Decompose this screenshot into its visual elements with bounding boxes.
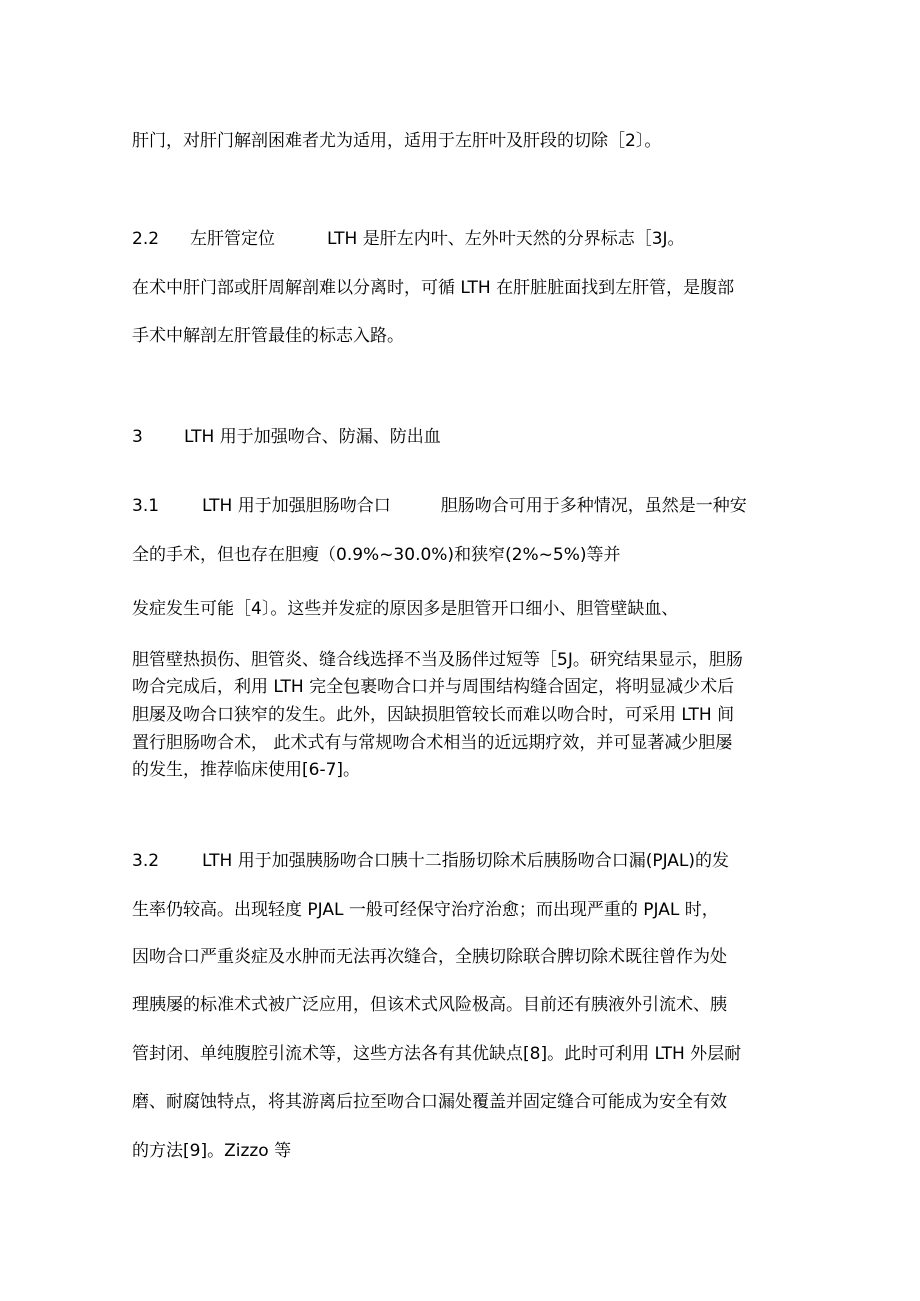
section-2-2-line1-text: LTH 是肝左内叶、左外叶天然的分界标志［3J。 bbox=[327, 229, 685, 249]
section-3-2-line7 bbox=[132, 1140, 291, 1162]
section-3-2-line3 bbox=[132, 946, 727, 968]
section-3-1-line6 bbox=[132, 704, 734, 726]
section-3-2-line3-text: 因吻合口严重炎症及水肿而无法再次缝合，全胰切除联合脾切除术既往曾作为处 bbox=[132, 947, 727, 967]
section-2-2-number: 2.2 bbox=[132, 229, 160, 249]
intro-paragraph bbox=[132, 130, 661, 152]
section-2-2-line2 bbox=[132, 277, 734, 299]
section-3-1-line2 bbox=[132, 544, 621, 566]
section-3-heading bbox=[132, 426, 441, 448]
section-3-1-line4 bbox=[132, 649, 743, 671]
section-3-2-line6-text: 磨、耐腐蚀特点，将其游离后拉至吻合口漏处覆盖并固定缝合可能成为安全有效 bbox=[132, 1092, 727, 1112]
section-3-1-line7 bbox=[132, 732, 732, 754]
section-3-2-line5-text: 管封闭、单纯腹腔引流术等，这些方法各有其优缺点[8]。此时可利用 LTH 外层耐 bbox=[132, 1044, 742, 1064]
section-2-2-heading-line bbox=[132, 228, 685, 250]
section-2-2-line3 bbox=[132, 325, 404, 347]
section-3-2-line5 bbox=[132, 1043, 741, 1065]
section-3-1-line5 bbox=[132, 676, 734, 698]
section-3-1-line7-text: 置行胆肠吻合术， 此术式有与常规吻合术相当的近远期疗效，并可显著减少胆屡 bbox=[132, 733, 733, 753]
section-3-1-line3 bbox=[132, 598, 678, 620]
section-3-1-line8 bbox=[132, 759, 360, 781]
section-3-2-heading-line bbox=[132, 850, 729, 872]
section-3-1-line5-text: 吻合完成后，利用 LTH 完全包裹吻合口并与周围结构缝合固定，将明显减少术后 bbox=[132, 677, 735, 697]
section-2-2-line2-text: 在术中肝门部或肝周解剖难以分离时，可循 LTH 在肝脏脏面找到左肝管，是腹部 bbox=[132, 278, 735, 298]
section-3-1-line2-text: 全的手术，但也存在胆瘦（0.9%~30.0%)和狭窄(2%~5%)等并 bbox=[132, 545, 621, 565]
section-3-1-number: 3.1 bbox=[132, 496, 160, 516]
section-3-1-line1-text: 胆肠吻合可用于多种情况，虽然是一种安 bbox=[440, 496, 747, 516]
section-3-2-line4 bbox=[132, 994, 727, 1016]
section-3-1-title: LTH 用于加强胆肠吻合口 bbox=[202, 496, 391, 516]
section-3-2-line6 bbox=[132, 1091, 727, 1113]
section-3-2-line2-text: 生率仍较高。出现轻度 PJAL 一般可经保守治疗治愈；而出现严重的 PJAL 时， bbox=[132, 900, 719, 920]
section-3-1-line8-text: 的发生，推荐临床使用[6-7]。 bbox=[132, 760, 361, 780]
section-2-2-title: 左肝管定位 bbox=[190, 229, 275, 249]
section-3-2-line4-text: 理胰屡的标准术式被广泛应用，但该术式风险极高。目前还有胰液外引流术、胰 bbox=[132, 995, 727, 1015]
section-3-1-heading-line bbox=[132, 495, 747, 517]
section-3-1-line6-text: 胆屡及吻合口狭窄的发生。此外，因缺损胆管较长而难以吻合时，可采用 LTH 间 bbox=[132, 705, 735, 725]
section-3-title: LTH 用于加强吻合、防漏、防出血 bbox=[184, 427, 441, 447]
section-3-number: 3 bbox=[132, 427, 143, 447]
section-3-2-line1-text: LTH 用于加强胰肠吻合口胰十二指肠切除术后胰肠吻合口漏(PJAL)的发 bbox=[202, 851, 730, 871]
section-3-2-number: 3.2 bbox=[132, 851, 160, 871]
section-3-2-line7-text: 的方法[9]。Zizzo 等 bbox=[132, 1141, 292, 1161]
section-3-1-line3-text: 发症发生可能［4〕。这些并发症的原因多是胆管开口细小、胆管壁缺血、 bbox=[132, 599, 679, 619]
section-3-1-line4-text: 胆管壁热损伤、胆管炎、缝合线选择不当及肠伴过短等［5J。研究结果显示，胆肠 bbox=[132, 650, 743, 670]
section-2-2-line3-text: 手术中解剖左肝管最佳的标志入路。 bbox=[132, 326, 404, 346]
section-3-2-line2 bbox=[132, 899, 719, 921]
intro-line: 肝门，对肝门解剖困难者尤为适用，适用于左肝叶及肝段的切除［2〕。 bbox=[132, 131, 662, 151]
